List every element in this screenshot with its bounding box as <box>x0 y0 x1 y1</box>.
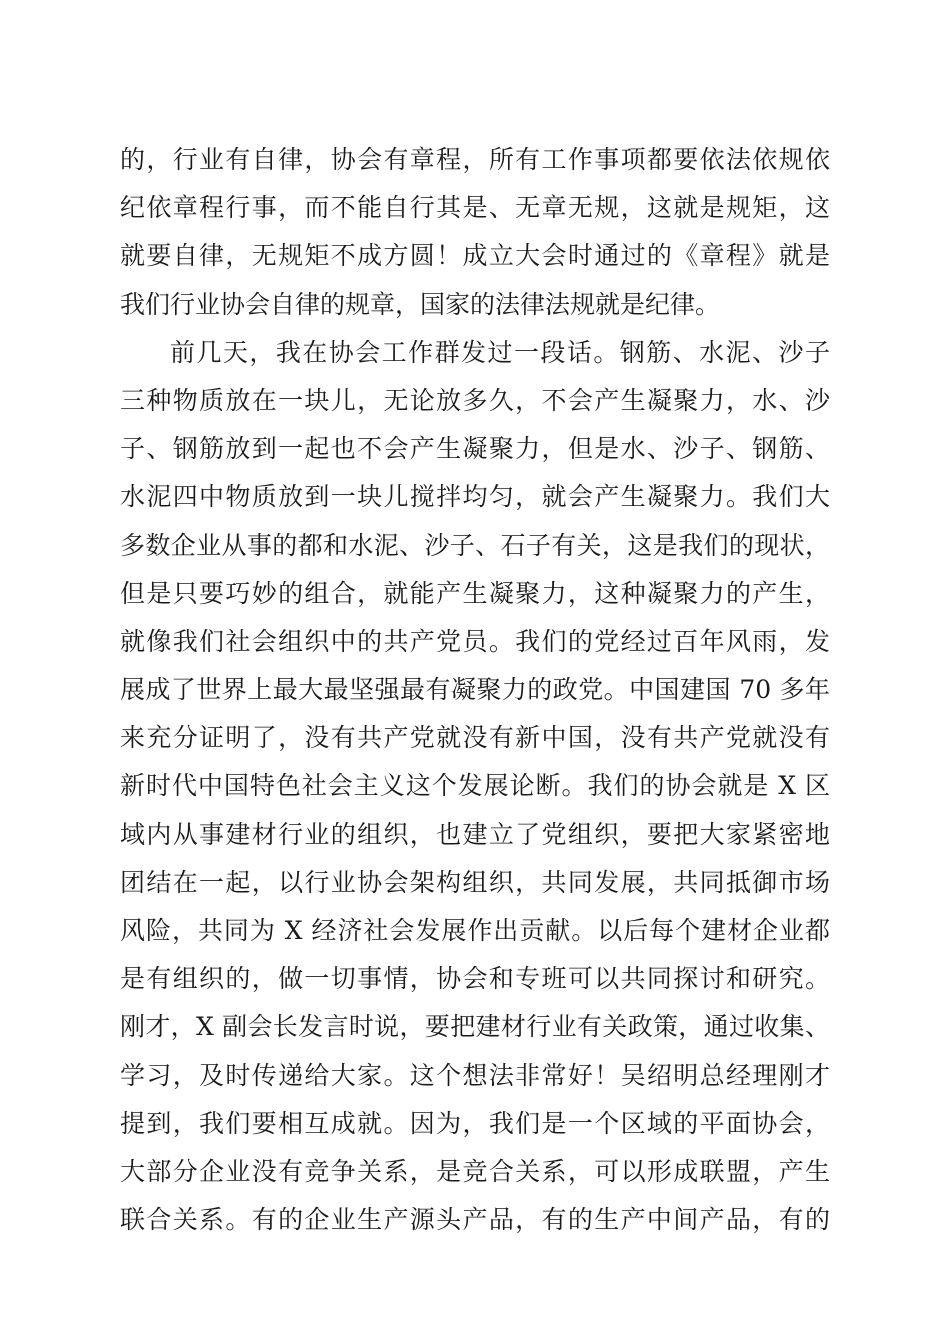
text-line: 联合关系。有的企业生产源头产品，有的生产中间产品，有的 <box>120 1205 830 1235</box>
body-text <box>120 136 830 1244</box>
paragraph-first-line: 前几天，我在协会工作群发过一段话。钢筋、水泥、沙子 <box>170 337 830 367</box>
text-line: 大部分企业没有竞争关系，是竞合关系，可以形成联盟，产生 <box>120 1156 830 1186</box>
text-line: 学习，及时传递给大家。这个想法非常好！吴绍明总经理刚才 <box>120 1060 830 1090</box>
text-line: 子、钢筋放到一起也不会产生凝聚力，但是水、沙子、钢筋、 <box>120 434 830 464</box>
text-line: 的，行业有自律，协会有章程，所有工作事项都要依法依规依 <box>120 145 830 174</box>
text-line: 展成了世界上最大最坚强最有凝聚力的政党。中国建国 70 多年 <box>120 675 830 705</box>
text-line: 就像我们社会组织中的共产党员。我们的党经过百年风雨，发 <box>120 626 830 656</box>
text-line: 团结在一起，以行业协会架构组织，共同发展，共同抵御市场 <box>120 867 830 897</box>
text-line: 就要自律，无规矩不成方圆！成立大会时通过的《章程》就是 <box>120 241 830 271</box>
text-line: 但是只要巧妙的组合，就能产生凝聚力，这种凝聚力的产生， <box>120 578 830 608</box>
text-line: 纪依章程行事，而不能自行其是、无章无规，这就是规矩，这 <box>120 193 830 223</box>
text-line: 三种物质放在一块儿，无论放多久，不会产生凝聚力，水、沙 <box>120 385 830 415</box>
text-line: 来充分证明了，没有共产党就没有新中国，没有共产党就没有 <box>120 723 830 753</box>
text-line: 刚才，X 副会长发言时说，要把建材行业有关政策，通过收集、 <box>120 1012 830 1042</box>
text-line: 风险，共同为 X 经济社会发展作出贡献。以后每个建材企业都 <box>120 916 830 945</box>
text-line: 多数企业从事的都和水泥、沙子、石子有关，这是我们的现状， <box>120 530 830 560</box>
text-line: 水泥四中物质放到一块儿搅拌均匀，就会产生凝聚力。我们大 <box>120 482 830 512</box>
text-line: 我们行业协会自律的规章，国家的法律法规就是纪律。 <box>120 289 721 319</box>
text-line: 域内从事建材行业的组织，也建立了党组织，要把大家紧密地 <box>120 819 830 849</box>
text-line: 提到，我们要相互成就。因为，我们是一个区域的平面协会， <box>120 1108 830 1138</box>
text-line: 新时代中国特色社会主义这个发展论断。我们的协会就是 X 区 <box>120 771 830 801</box>
text-line: 是有组织的，做一切事情，协会和专班可以共同探讨和研究。 <box>120 964 830 994</box>
